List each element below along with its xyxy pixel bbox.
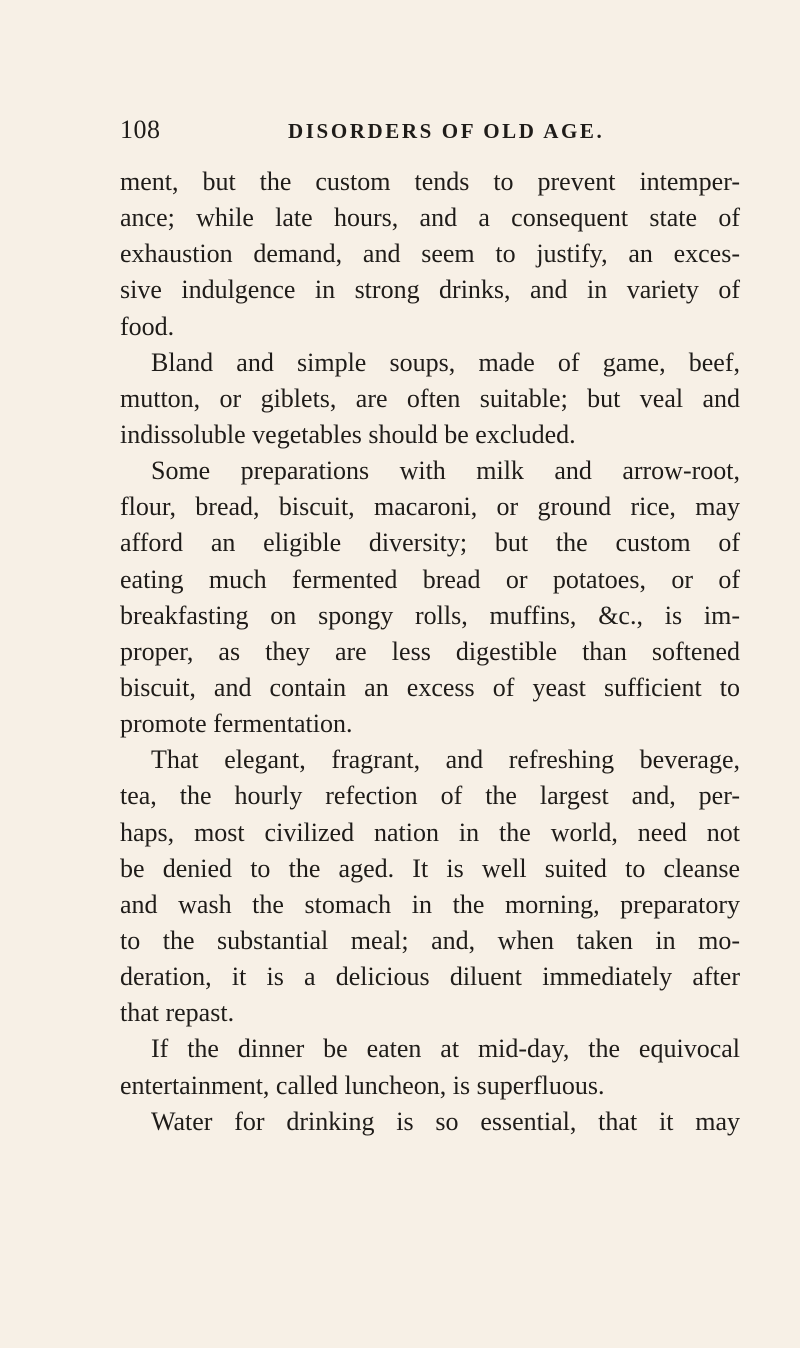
text-line: to the substantial meal; and, when taken in mo- bbox=[120, 925, 740, 955]
text-line: biscuit, and contain an excess of yeast sufficient to bbox=[120, 672, 740, 702]
text-line: and wash the stomach in the morning, preparatory bbox=[120, 889, 740, 919]
text-line: mutton, or giblets, are often suitable; but veal and bbox=[120, 383, 740, 413]
page-header bbox=[120, 113, 740, 147]
text-line: eating much fermented bread or potatoes, or of bbox=[120, 564, 740, 594]
text-line: That elegant, fragrant, and refreshing beverage, bbox=[151, 745, 740, 775]
text-line: ance; while late hours, and a consequent state of bbox=[120, 203, 740, 233]
text-line: If the dinner be eaten at mid-day, the equivocal bbox=[151, 1034, 740, 1064]
text-line: deration, it is a delicious diluent immediately after bbox=[120, 962, 740, 992]
text-line: indissoluble vegetables should be excluded. bbox=[120, 419, 576, 449]
text-line: Bland and simple soups, made of game, beef, bbox=[151, 347, 740, 377]
text-line: afford an eligible diversity; but the custom of bbox=[120, 528, 740, 558]
text-line: that repast. bbox=[120, 998, 235, 1028]
text-line: flour, bread, biscuit, macaroni, or ground rice, may bbox=[120, 492, 740, 522]
text-line: ment, but the custom tends to prevent intemper- bbox=[120, 167, 740, 196]
text-line: promote fermentation. bbox=[120, 709, 353, 739]
body-text bbox=[120, 164, 740, 1140]
running-head: DISORDERS OF OLD AGE. bbox=[288, 119, 605, 143]
page-number: 108 bbox=[120, 115, 161, 144]
text-line: breakfasting on spongy rolls, muffins, &c., is im- bbox=[120, 600, 740, 630]
text-line: Water for drinking is so essential, that it may bbox=[151, 1106, 740, 1136]
text-line: Some preparations with milk and arrow-root, bbox=[151, 456, 740, 486]
text-line: tea, the hourly refection of the largest and, per- bbox=[120, 781, 740, 811]
text-line: sive indulgence in strong drinks, and in variety of bbox=[120, 275, 740, 305]
text-line: exhaustion demand, and seem to justify, an exces- bbox=[120, 239, 740, 269]
text-line: be denied to the aged. It is well suited to cleanse bbox=[120, 853, 740, 883]
text-line: proper, as they are less digestible than softened bbox=[120, 636, 740, 666]
text-line: food. bbox=[120, 311, 175, 341]
text-line: entertainment, called luncheon, is superfluous. bbox=[120, 1070, 605, 1100]
text-line: haps, most civilized nation in the world, need not bbox=[120, 817, 740, 847]
